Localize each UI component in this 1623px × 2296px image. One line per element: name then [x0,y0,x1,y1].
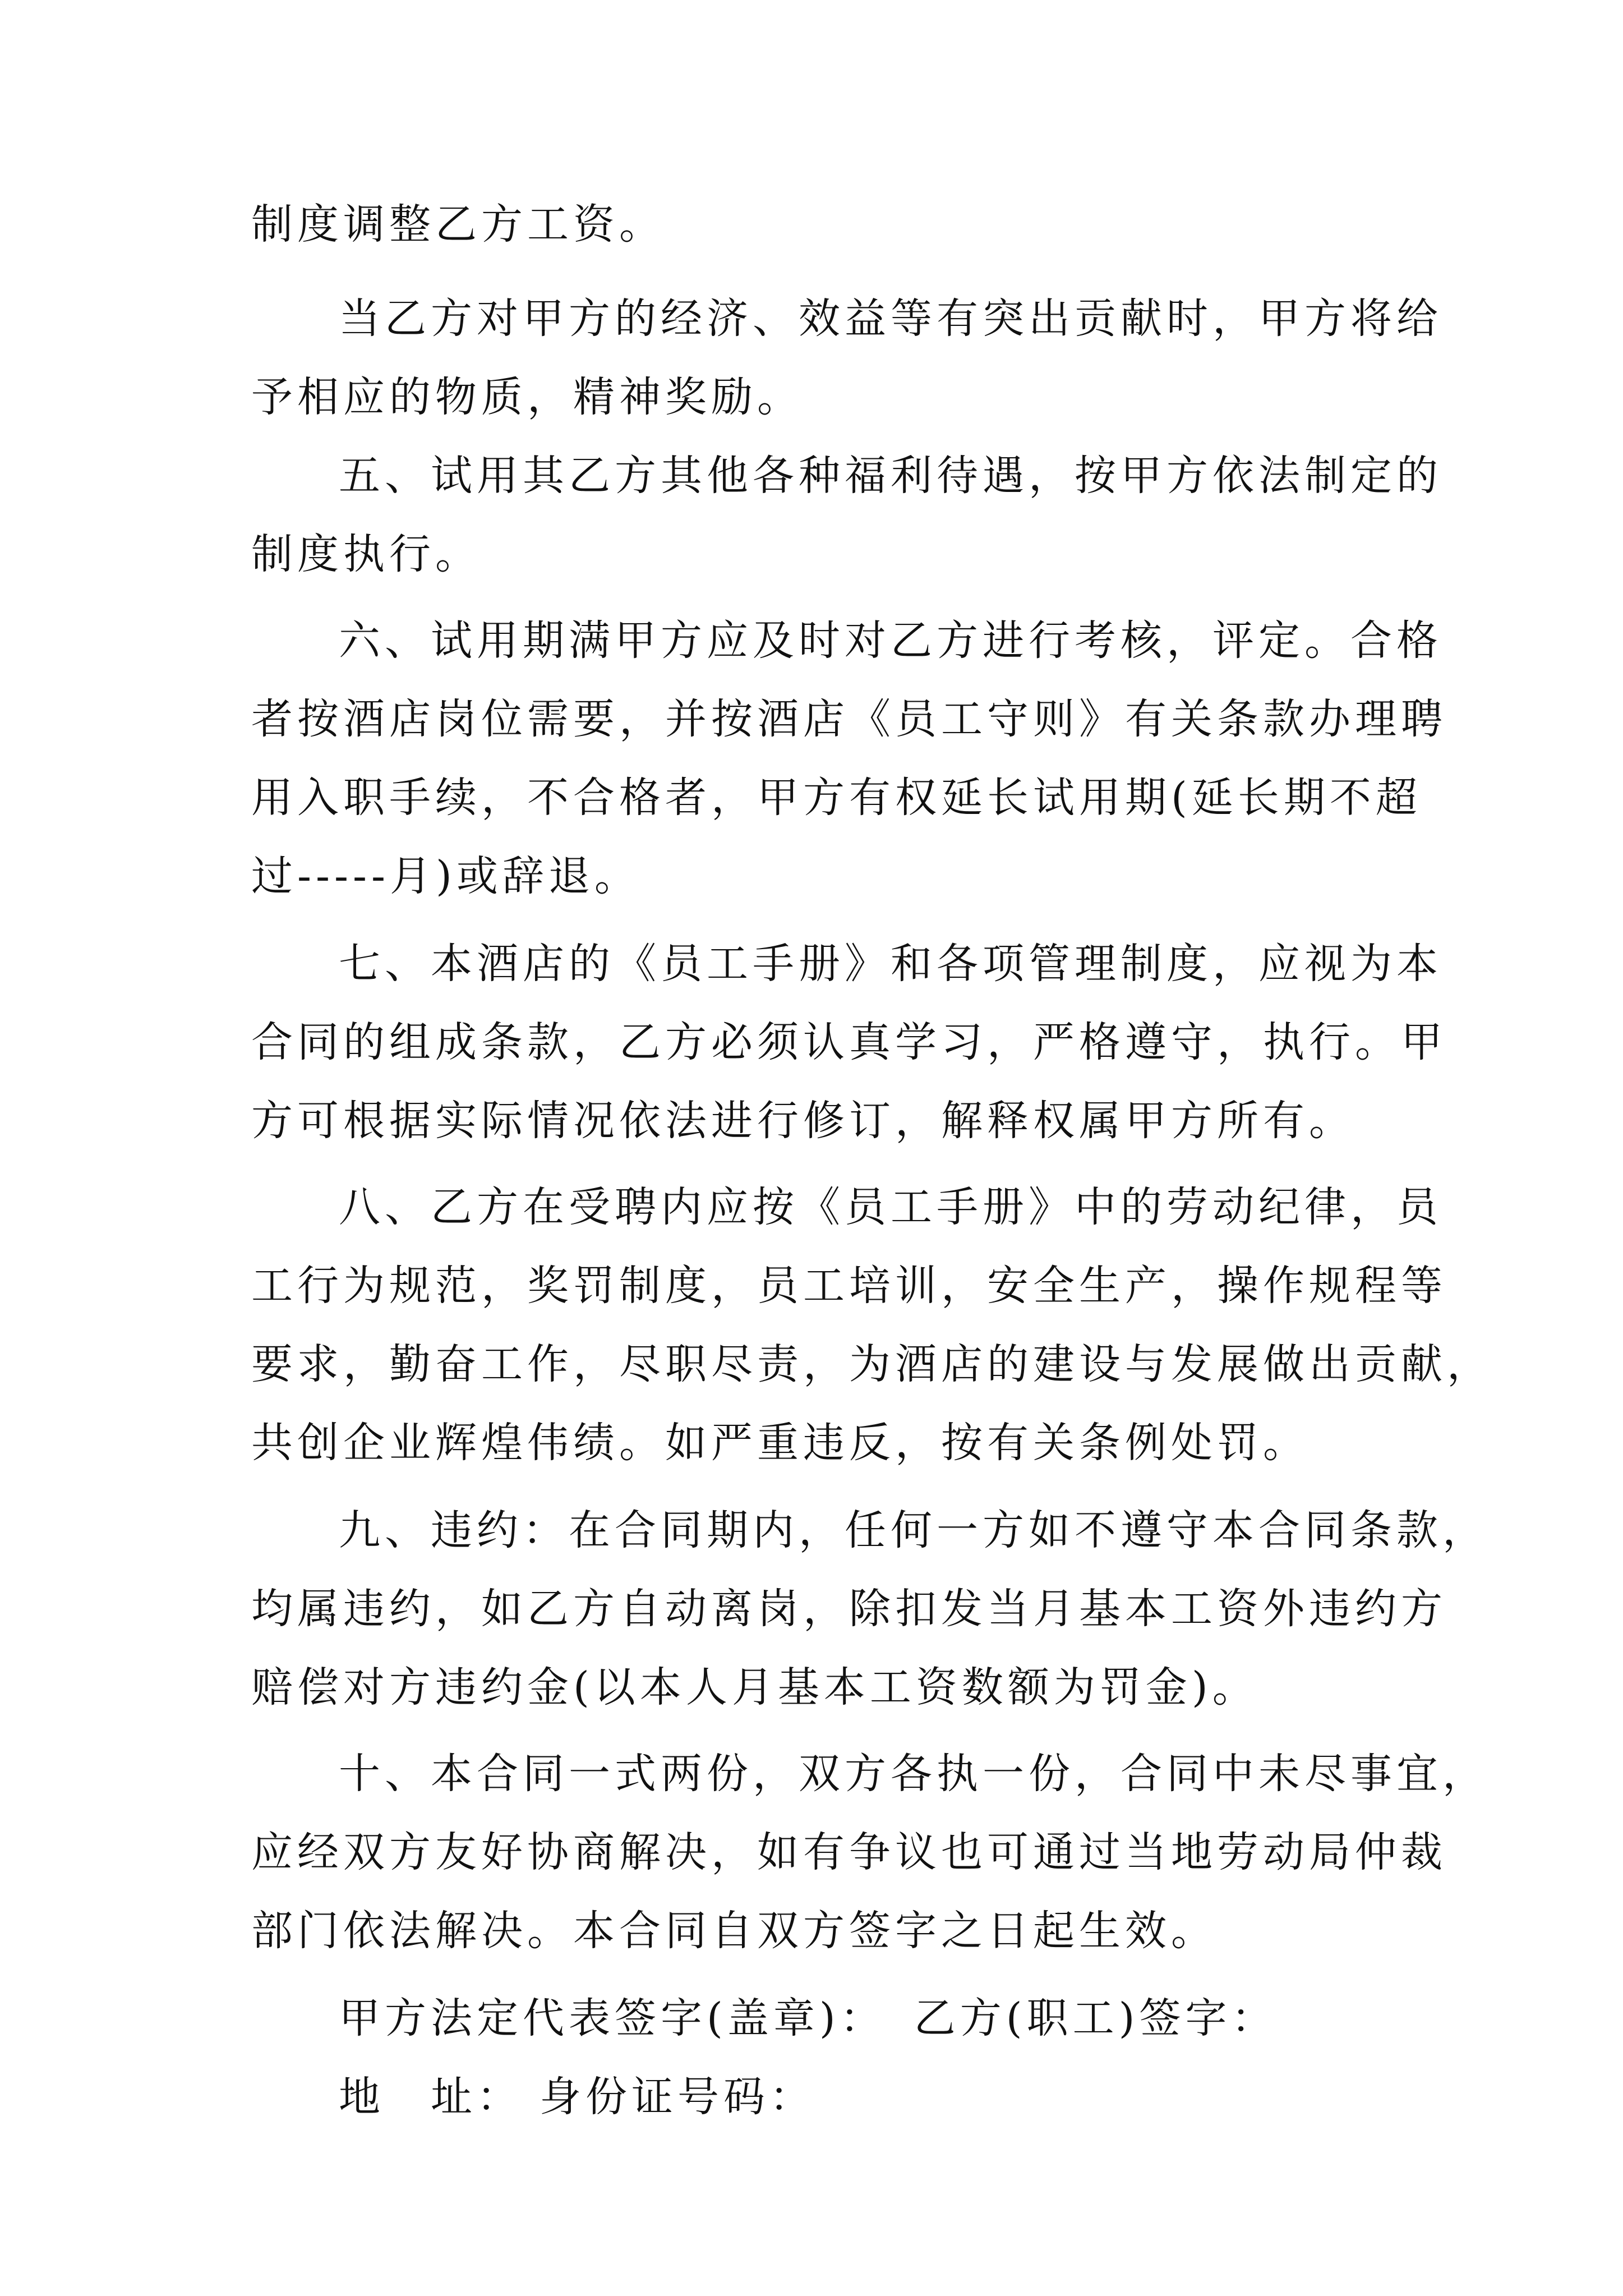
text-line: 要求，勤奋工作，尽职尽责，为酒店的建设与发展做出贡献， [251,1340,1493,1388]
text-line: 者按酒店岗位需要，并按酒店《员工守则》有关条款办理聘 [251,695,1447,743]
address-label: 地 址： [339,2073,523,2121]
text-line: 用入职手续，不合格者，甲方有权延长试用期(延长期不超 [251,774,1422,822]
signature-row [339,1985,1395,2052]
text-line: 十、本合同一式两份，双方各执一份，合同中未尽事宜， [339,1750,1488,1798]
text-line: 制度执行。 [251,530,481,578]
text-line: 制度调整乙方工资。 [251,200,665,249]
id-number-label: 身份证号码： [540,2073,815,2121]
text-line: 方可根据实际情况依法进行修订，解释权属甲方所有。 [251,1097,1355,1145]
text-line: 五、试用其乙方其他各种福利待遇，按甲方依法制定的 [339,452,1442,500]
party-b-signature-label: 乙方(职工)签字： [914,1994,1278,2042]
text-line: 赔偿对方违约金(以本人月基本工资数额为罚金)。 [251,1663,1258,1711]
text-line: 部门依法解决。本合同自双方签字之日起生效。 [251,1907,1217,1955]
text-line: 合同的组成条款，乙方必须认真学习，严格遵守，执行。甲 [251,1018,1447,1066]
text-line: 应经双方友好协商解决，如有争议也可通过当地劳动局仲裁 [251,1828,1447,1876]
text-line: 工行为规范，奖罚制度，员工培训，安全生产，操作规程等 [251,1262,1447,1310]
text-line: 共创企业辉煌伟绩。如严重违反，按有关条例处罚。 [251,1419,1309,1467]
text-line: 八、乙方在受聘内应按《员工手册》中的劳动纪律，员 [339,1183,1442,1231]
party-a-signature-label: 甲方法定代表签字(盖章)： [339,1994,886,2042]
text-line: 均属违约，如乙方自动离岗，除扣发当月基本工资外违约方 [251,1585,1447,1633]
text-line: 六、试用期满甲方应及时对乙方进行考核，评定。合格 [339,616,1442,665]
text-line: 七、本酒店的《员工手册》和各项管理制度，应视为本 [339,940,1442,988]
text-line: 九、违约：在合同期内，任何一方如不遵守本合同条款， [339,1506,1488,1554]
address-row [339,2063,1395,2131]
text-line: 过-----月)或辞退。 [251,852,640,900]
text-line: 予相应的物质，精神奖励。 [251,373,803,421]
text-line: 当乙方对甲方的经济、效益等有突出贡献时，甲方将给 [339,295,1442,343]
